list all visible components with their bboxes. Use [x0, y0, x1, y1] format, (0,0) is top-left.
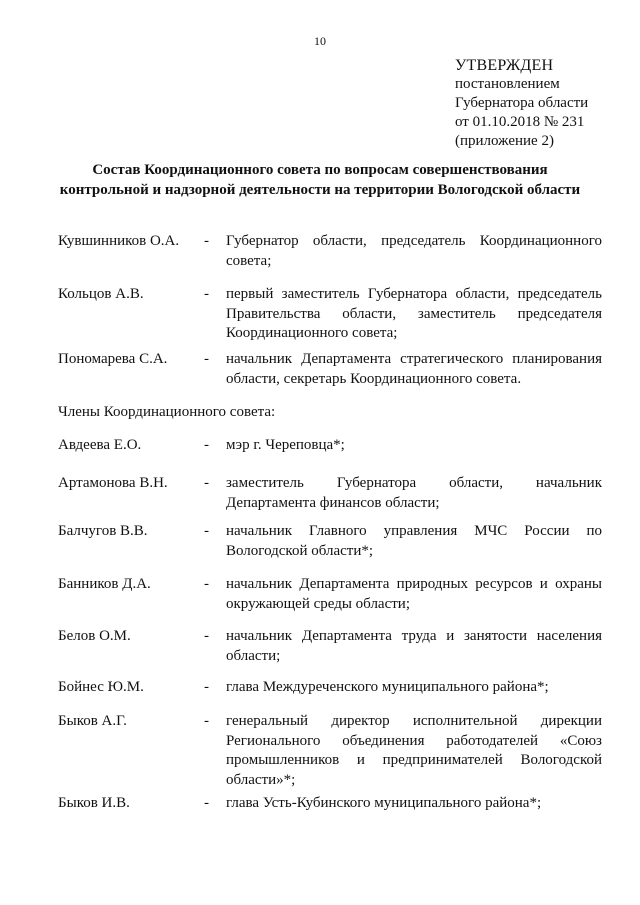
- list-item: [58, 678, 602, 698]
- member-name: Пономарева С.А.: [58, 351, 168, 367]
- dash-separator: -: [204, 628, 209, 644]
- dash-separator: -: [204, 679, 209, 695]
- dash-separator: -: [204, 795, 209, 811]
- dash-separator: -: [204, 475, 209, 491]
- list-item: [58, 350, 602, 389]
- dash-separator: -: [204, 286, 209, 302]
- member-position: начальник Главного управления МЧС России по Вологодской области*;: [226, 523, 602, 559]
- dash-separator: -: [204, 233, 209, 249]
- member-position: глава Усть-Кубинского муниципального района*;: [226, 795, 542, 811]
- list-item: [58, 712, 602, 790]
- member-position: мэр г. Череповца*;: [226, 437, 345, 453]
- dash-separator: -: [204, 437, 209, 453]
- list-item: [58, 285, 602, 344]
- member-position: начальник Департамента труда и занятости населения области;: [226, 628, 602, 664]
- member-name: Авдеева Е.О.: [58, 437, 142, 453]
- title-line: Состав Координационного совета по вопросам совершенствования: [92, 162, 548, 178]
- approval-line: Губернатора области: [455, 95, 589, 111]
- member-name: Быков И.В.: [58, 795, 130, 811]
- member-name: Кувшинников О.А.: [58, 233, 180, 249]
- dash-separator: -: [204, 523, 209, 539]
- member-position: Губернатор области, председатель Координационного совета;: [226, 233, 602, 269]
- member-position: заместитель Губернатора области, начальник Департамента финансов области;: [226, 475, 602, 511]
- dash-separator: -: [204, 351, 209, 367]
- member-position: начальник Департамента стратегического планирования области, секретарь Координационного совета.: [226, 351, 602, 387]
- member-name: Бойнес Ю.М.: [58, 679, 144, 695]
- approval-line: от 01.10.2018 № 231: [455, 114, 585, 130]
- members-heading: Члены Координационного совета:: [58, 404, 276, 420]
- member-name: Банников Д.А.: [58, 576, 151, 592]
- member-name: Балчугов В.В.: [58, 523, 148, 539]
- member-position: глава Междуреченского муниципального района*;: [226, 679, 549, 695]
- list-item: [58, 794, 602, 814]
- dash-separator: -: [204, 713, 209, 729]
- list-item: [58, 232, 602, 271]
- list-item: [58, 522, 602, 561]
- member-name: Кольцов А.В.: [58, 286, 144, 302]
- approval-line: УТВЕРЖДЕН: [455, 57, 554, 74]
- page-number: 10: [314, 34, 326, 48]
- list-item: [58, 575, 602, 614]
- document-title: [40, 160, 600, 200]
- list-item: [58, 436, 602, 456]
- title-line: контрольной и надзорной деятельности на территории Вологодской области: [59, 182, 581, 198]
- approval-line: (приложение 2): [455, 133, 554, 149]
- member-position: первый заместитель Губернатора области, председатель Правительства области, заместитель председателя Координационного совета;: [226, 286, 602, 341]
- member-name: Белов О.М.: [58, 628, 131, 644]
- member-position: начальник Департамента природных ресурсов и охраны окружающей среды области;: [226, 576, 602, 612]
- dash-separator: -: [204, 576, 209, 592]
- list-item: [58, 474, 602, 513]
- approval-stamp: [455, 56, 588, 151]
- list-item: [58, 627, 602, 666]
- approval-line: постановлением: [455, 76, 560, 92]
- member-name: Артамонова В.Н.: [58, 475, 168, 491]
- member-position: генеральный директор исполнительной дирекции Регионального объединения работодателей «Союз промышленников и предпринимателей Вологодской области»*;: [226, 713, 602, 788]
- member-name: Быков А.Г.: [58, 713, 127, 729]
